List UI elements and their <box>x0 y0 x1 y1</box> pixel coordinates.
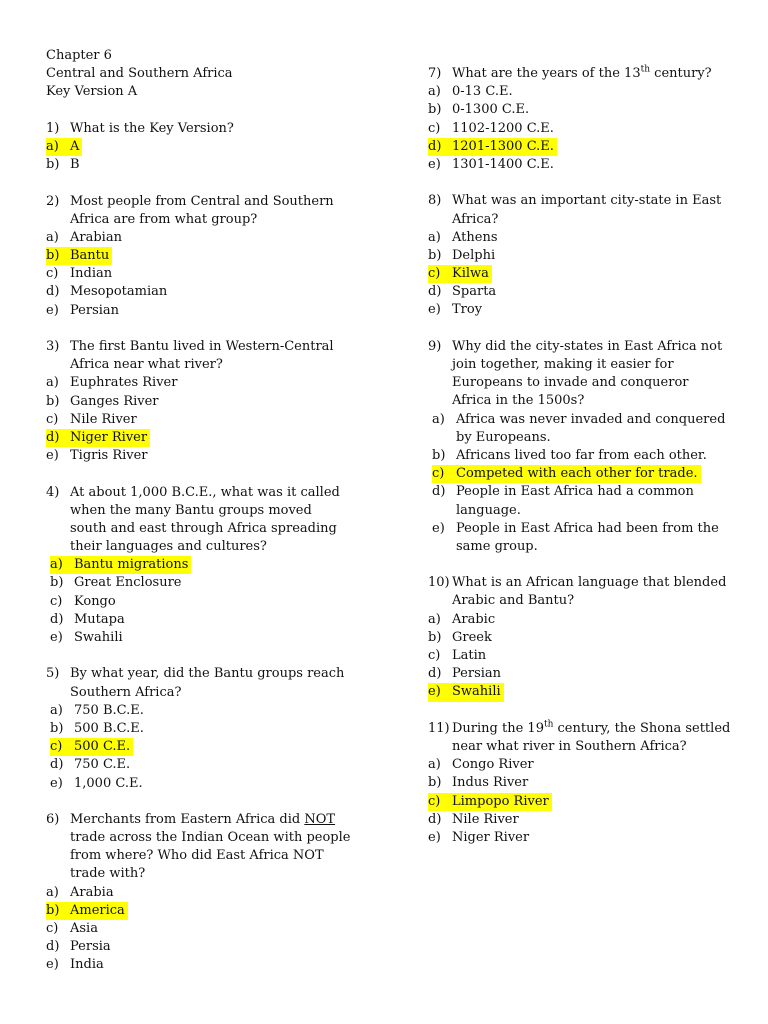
subject-title: Central and Southern Africa <box>46 66 233 82</box>
answer-option: b) 0-1300 C.E. <box>428 102 530 118</box>
question-3 <box>46 338 366 465</box>
question-4 <box>46 484 366 648</box>
answer-option: c) Indian <box>46 266 113 282</box>
answer-option: d) People in East Africa had a common <box>432 484 694 500</box>
answer-option: a) Arabia <box>46 884 114 900</box>
version-title: Key Version A <box>46 84 138 100</box>
answer-option: e) Swahili <box>50 630 123 645</box>
question-number: 11) <box>428 720 450 736</box>
question-text: from where? Who did East Africa NOT <box>70 848 324 864</box>
question-text: What are the years of the 13th century? <box>452 64 712 81</box>
question-text: their languages and cultures? <box>70 539 267 555</box>
answer-option-continued: by Europeans. <box>456 429 551 445</box>
answer-option: a) Arabian <box>46 229 122 245</box>
answer-option-continued: language. <box>456 502 521 518</box>
answer-option: a) Africa was never invaded and conquered <box>432 411 726 427</box>
answer-option: d) Niger River <box>46 429 366 447</box>
question-text: trade across the Indian Ocean with people <box>70 830 351 846</box>
question-2 <box>46 193 366 320</box>
question-10 <box>428 574 748 701</box>
question-text: Most people from Central and Southern <box>70 193 334 209</box>
answer-option: e) Troy <box>428 302 483 318</box>
question-text: near what river in Southern Africa? <box>452 738 687 754</box>
question-text: What is an African language that blended <box>452 575 727 591</box>
answer-option: b) Bantu <box>46 247 366 265</box>
question-text: Arabic and Bantu? <box>452 593 575 609</box>
answer-option: d) Nile River <box>428 811 519 827</box>
question-text: At about 1,000 B.C.E., what was it called <box>70 484 340 500</box>
question-1 <box>46 120 366 175</box>
question-text: when the many Bantu groups moved <box>70 502 312 518</box>
left-column <box>46 47 366 975</box>
answer-option: c) Limpopo River <box>428 793 748 811</box>
answer-option: b) Delphi <box>428 247 496 263</box>
question-text: Africa are from what group? <box>70 211 258 227</box>
answer-option: d) 750 C.E. <box>50 757 131 773</box>
question-text: Africa? <box>452 211 499 227</box>
answer-option: c) Nile River <box>46 411 137 427</box>
answer-option: e) Persian <box>46 302 120 318</box>
answer-option: c) Kilwa <box>428 265 748 283</box>
answer-option: a) Arabic <box>428 611 496 627</box>
question-number: 1) <box>46 120 60 136</box>
answer-option: a) Athens <box>428 229 498 245</box>
question-number: 9) <box>428 338 442 354</box>
question-7 <box>428 65 748 174</box>
question-6 <box>46 811 366 975</box>
answer-option: c) Latin <box>428 648 487 663</box>
question-9 <box>428 338 748 556</box>
answer-option: b) Africans lived too far from each other. <box>432 447 707 463</box>
answer-option: c) Asia <box>46 921 98 936</box>
question-number: 5) <box>46 666 60 682</box>
answer-option: b) Greek <box>428 629 492 645</box>
question-text: south and east through Africa spreading <box>70 520 337 536</box>
question-number: 8) <box>428 193 442 209</box>
question-text: During the 19th century, the Shona settled <box>452 719 731 736</box>
question-text: join together, making it easier for <box>452 357 674 372</box>
answer-option: d) 1201-1300 C.E. <box>428 138 748 156</box>
answer-option: a) Congo River <box>428 757 534 773</box>
question-text: What is the Key Version? <box>70 120 234 136</box>
answer-option: b) Indus River <box>428 775 529 791</box>
answer-option: d) Mutapa <box>50 611 125 627</box>
question-text: Africa near what river? <box>70 357 223 373</box>
answer-option: a) Euphrates River <box>46 375 178 391</box>
answer-option: e) 1301-1400 C.E. <box>428 156 554 172</box>
answer-option: d) Sparta <box>428 284 497 300</box>
question-11 <box>428 720 748 847</box>
answer-option: e) Tigris River <box>46 448 148 464</box>
question-number: 7) <box>428 66 442 81</box>
question-text: By what year, did the Bantu groups reach <box>70 666 345 682</box>
answer-option: e) India <box>46 957 104 973</box>
question-number: 6) <box>46 811 60 827</box>
answer-option: b) 500 B.C.E. <box>50 720 144 736</box>
answer-option: a) 0-13 C.E. <box>428 84 513 100</box>
answer-option-continued: same group. <box>456 538 538 554</box>
answer-option: a) 750 B.C.E. <box>50 702 144 718</box>
answer-option: d) Persia <box>46 939 111 955</box>
answer-option: b) B <box>46 157 80 173</box>
answer-option: e) People in East Africa had been from the <box>432 520 719 536</box>
question-text: What was an important city-state in East <box>452 193 722 209</box>
question-5 <box>46 665 366 792</box>
answer-option: b) America <box>46 902 366 920</box>
answer-option: c) 500 C.E. <box>46 738 366 756</box>
question-text: trade with? <box>70 866 146 882</box>
question-text: Why did the city-states in East Africa not <box>452 338 723 354</box>
answer-option: c) 1102-1200 C.E. <box>428 120 554 136</box>
question-text: Southern Africa? <box>70 684 182 700</box>
answer-option: b) Great Enclosure <box>50 575 182 591</box>
answer-option: a) A <box>46 138 366 156</box>
right-column <box>428 65 748 847</box>
question-number: 2) <box>46 193 60 209</box>
answer-option: c) Competed with each other for trade. <box>428 465 748 483</box>
question-number: 4) <box>46 484 60 500</box>
question-text: Merchants from Eastern Africa did NOT <box>70 811 336 827</box>
answer-option: e) Swahili <box>428 683 748 701</box>
answer-option: d) Persian <box>428 666 502 682</box>
answer-option: e) Niger River <box>428 829 530 845</box>
answer-option: d) Mesopotamian <box>46 284 168 300</box>
chapter-title: Chapter 6 <box>46 48 112 63</box>
answer-option: e) 1,000 C.E. <box>50 775 143 791</box>
answer-option: b) Ganges River <box>46 393 159 409</box>
question-text: The first Bantu lived in Western-Central <box>70 339 334 354</box>
answer-option: a) Bantu migrations <box>46 556 366 574</box>
question-text: Africa in the 1500s? <box>452 393 585 409</box>
question-number: 10) <box>428 575 450 591</box>
question-number: 3) <box>46 339 60 354</box>
question-8 <box>428 192 748 319</box>
question-text: Europeans to invade and conqueror <box>452 375 689 391</box>
answer-option: c) Kongo <box>50 593 116 609</box>
